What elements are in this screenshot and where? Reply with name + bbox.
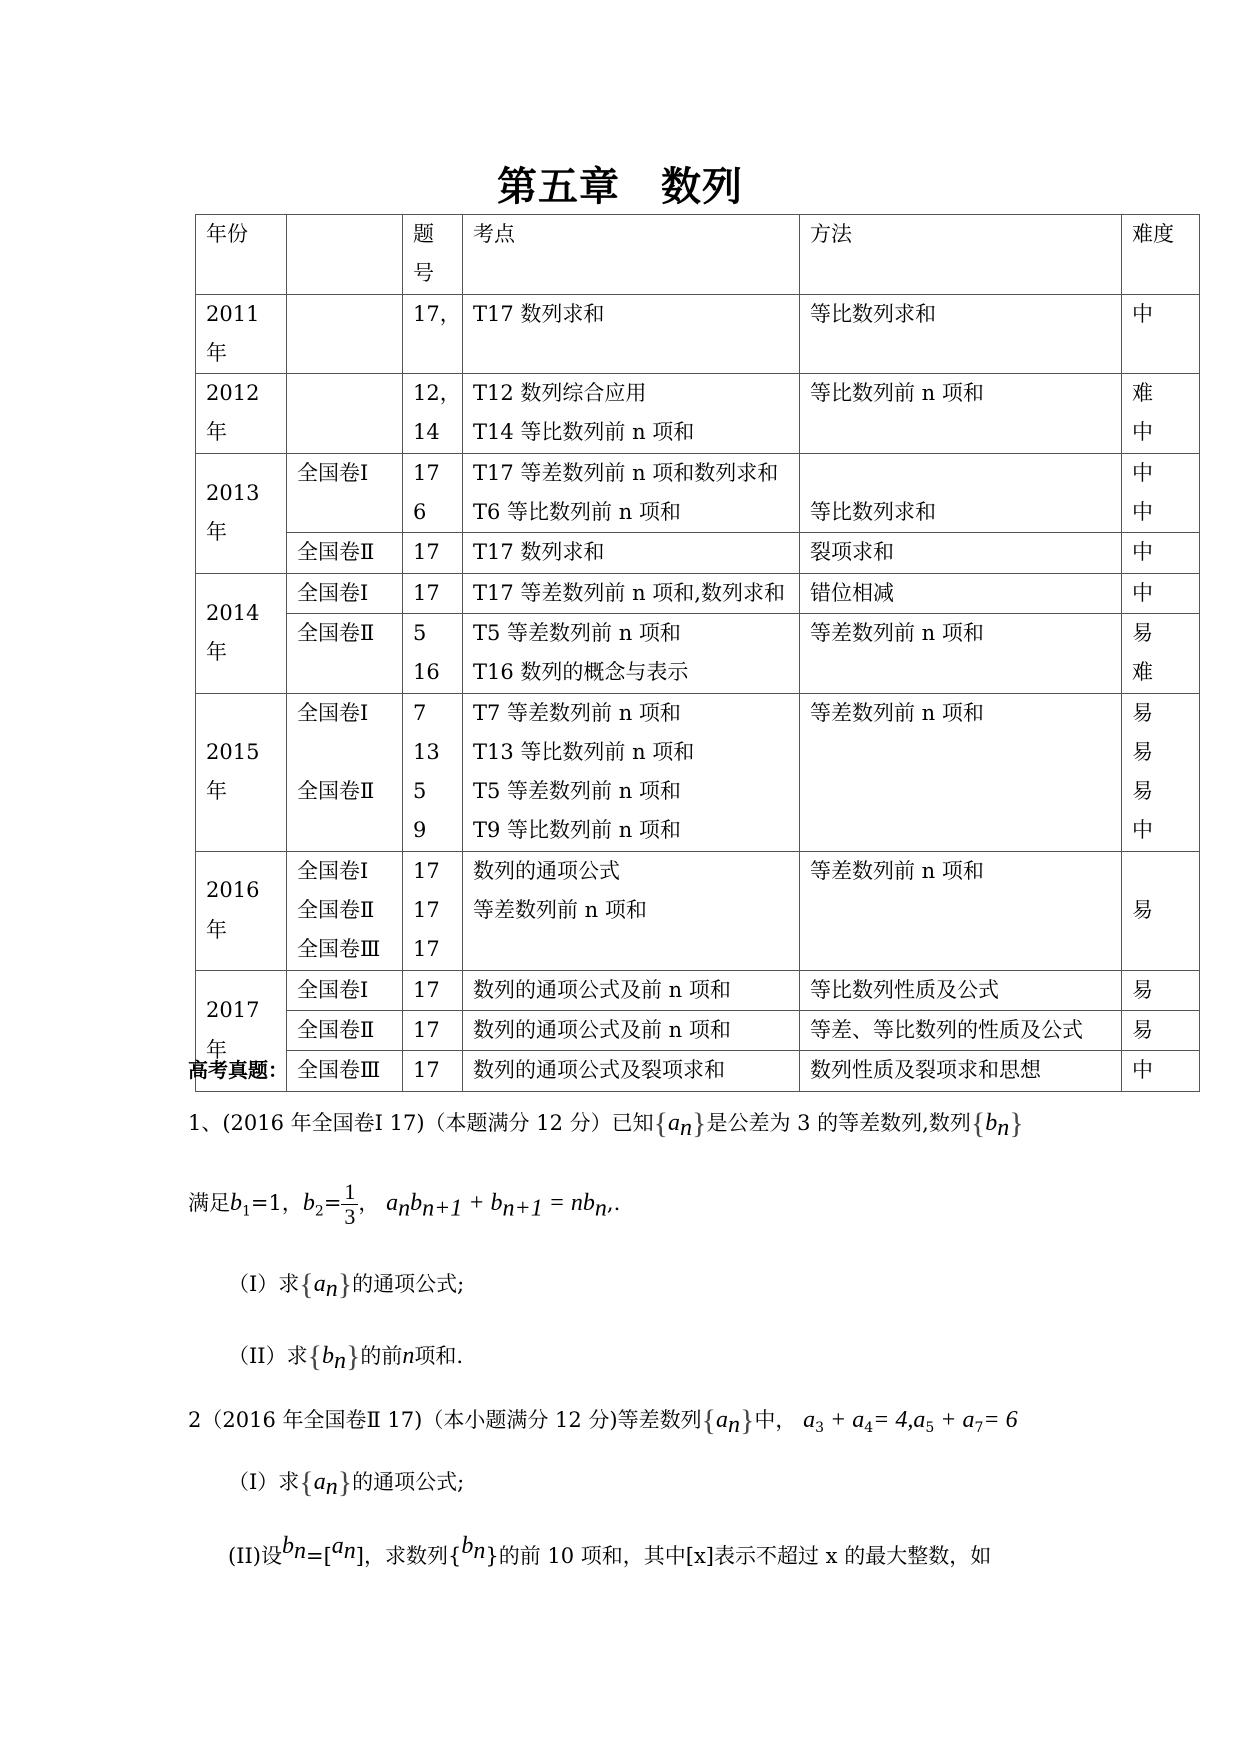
number-cell: 5 16: [403, 613, 463, 693]
year-cell: 2017年: [196, 970, 287, 1091]
question-1-part-1: （I）求$\{a_n\}$的通项公式;: [228, 1268, 465, 1303]
header-difficulty: 难度: [1122, 215, 1200, 295]
question-1-line-1: 1、(2016 年全国卷Ⅰ 17)（本题满分 12 分）已知$\{a_n\}$是公差为 3 的等差数列,数列$\{b_n\}$: [188, 1107, 1024, 1142]
table-row: [196, 1010, 1200, 1050]
topic-cell: T5 等差数列前 n 项和 T16 数列的概念与表示: [463, 613, 800, 693]
table-row: [196, 1051, 1200, 1091]
difficulty-cell: 易: [1122, 970, 1200, 1010]
section-heading: 高考真题：: [188, 1058, 288, 1082]
method-cell: 等比数列求和: [800, 294, 1122, 374]
header-question-number: 题 号: [403, 215, 463, 295]
method-cell: 等比数列前 n 项和: [800, 374, 1122, 454]
method-cell: 裂项求和: [800, 533, 1122, 573]
method-cell: 等差数列前 n 项和: [800, 613, 1122, 693]
method-cell: 等差数列前 n 项和: [800, 693, 1122, 851]
table-row: [196, 533, 1200, 573]
number-cell: 17: [403, 1010, 463, 1050]
number-cell: 7 13 5 9: [403, 693, 463, 851]
question-1-part-2: （II）求$\{b_n\}$的前n项和.: [228, 1340, 464, 1375]
difficulty-cell: 中: [1122, 294, 1200, 374]
number-cell: 17，: [403, 294, 463, 374]
topic-cell: T17 等差数列前 n 项和数列求和 T6 等比数列前 n 项和: [463, 453, 800, 533]
table-row: [196, 573, 1200, 613]
header-topic: 考点: [463, 215, 800, 295]
page-title: 第五章 数列: [497, 164, 743, 210]
topic-cell: T12 数列综合应用 T14 等比数列前 n 项和: [463, 374, 800, 454]
topic-cell: T17 数列求和: [463, 533, 800, 573]
paper-cell: 全国卷Ⅱ: [287, 533, 403, 573]
question-2-part-1: （I）求$\{a_n\}$的通项公式;: [228, 1466, 465, 1501]
number-cell: 17 17 17: [403, 851, 463, 970]
difficulty-cell: 易 难: [1122, 613, 1200, 693]
topic-cell: T17 等差数列前 n 项和,数列求和: [463, 573, 800, 613]
difficulty-cell: 易: [1122, 851, 1200, 970]
method-cell: 等比数列性质及公式: [800, 970, 1122, 1010]
table-row: [196, 294, 1200, 374]
method-cell: 等差、等比数列的性质及公式: [800, 1010, 1122, 1050]
fraction-one-third: $\frac{1}{3}$: [341, 1180, 358, 1229]
difficulty-cell: 难 中: [1122, 374, 1200, 454]
paper-cell: 全国卷Ⅰ: [287, 970, 403, 1010]
method-cell: 数列性质及裂项求和思想: [800, 1051, 1122, 1091]
table-row: [196, 851, 1200, 970]
paper-cell: 全国卷Ⅰ: [287, 453, 403, 533]
number-cell: 17: [403, 970, 463, 1010]
paper-cell: 全国卷Ⅰ 全国卷Ⅱ: [287, 693, 403, 851]
difficulty-cell: 易: [1122, 1010, 1200, 1050]
year-cell: 2011年: [196, 294, 287, 374]
topic-cell: T17 数列求和: [463, 294, 800, 374]
paper-cell: 全国卷Ⅲ: [287, 1051, 403, 1091]
table-row: [196, 693, 1200, 851]
method-cell: 错位相减: [800, 573, 1122, 613]
year-cell: 2015年: [196, 693, 287, 851]
difficulty-cell: 易 易 易 中: [1122, 693, 1200, 851]
topic-cell: 数列的通项公式及裂项求和: [463, 1051, 800, 1091]
year-cell: 2016年: [196, 851, 287, 970]
difficulty-cell: 中: [1122, 573, 1200, 613]
table-row: [196, 613, 1200, 693]
difficulty-cell: 中: [1122, 533, 1200, 573]
exam-topic-table: [195, 214, 1200, 1092]
question-1-line-2: 满足$b_1=1$，$b_2=$ $\frac{1}{3}$ ， $a_nb_{n+1} + b_{n+1} = nb_n$,.: [188, 1179, 621, 1230]
header-method: 方法: [800, 215, 1122, 295]
header-year: 年份: [196, 215, 287, 295]
number-cell: 12， 14: [403, 374, 463, 454]
number-cell: 17: [403, 533, 463, 573]
number-cell: 17: [403, 1051, 463, 1091]
number-cell: 17 6: [403, 453, 463, 533]
table-row: [196, 453, 1200, 533]
paper-cell: 全国卷Ⅰ 全国卷Ⅱ 全国卷Ⅲ: [287, 851, 403, 970]
paper-cell: [287, 374, 403, 454]
paper-cell: [287, 294, 403, 374]
topic-cell: T7 等差数列前 n 项和 T13 等比数列前 n 项和 T5 等差数列前 n 项和 T9 等比数列前 n 项和: [463, 693, 800, 851]
topic-cell: 数列的通项公式及前 n 项和: [463, 1010, 800, 1050]
number-cell: 17: [403, 573, 463, 613]
year-cell: 2014年: [196, 573, 287, 693]
question-2-part-2: (II)设$b_n=[a_n]$，求数列$\{b_n\}$的前 10 项和，其中[x]表示不超过 x 的最大整数，如: [228, 1533, 992, 1568]
header-paper: [287, 215, 403, 295]
year-cell: 2013年: [196, 453, 287, 573]
difficulty-cell: 中 中: [1122, 453, 1200, 533]
method-cell: 等差数列前 n 项和: [800, 851, 1122, 970]
table-row: [196, 374, 1200, 454]
year-cell: 2012年: [196, 374, 287, 454]
method-cell: 等比数列求和: [800, 453, 1122, 533]
question-2-line-1: 2（2016 年全国卷Ⅱ 17)（本小题满分 12 分)等差数列$\{a_n\}$中， $a_3 + a_4= 4,a_5 + a_7= 6$: [188, 1404, 1018, 1439]
topic-cell: 数列的通项公式 等差数列前 n 项和: [463, 851, 800, 970]
paper-cell: 全国卷Ⅰ: [287, 573, 403, 613]
table-row: [196, 970, 1200, 1010]
difficulty-cell: 中: [1122, 1051, 1200, 1091]
paper-cell: 全国卷Ⅱ: [287, 1010, 403, 1050]
table-header-row: [196, 215, 1200, 295]
paper-cell: 全国卷Ⅱ: [287, 613, 403, 693]
topic-cell: 数列的通项公式及前 n 项和: [463, 970, 800, 1010]
